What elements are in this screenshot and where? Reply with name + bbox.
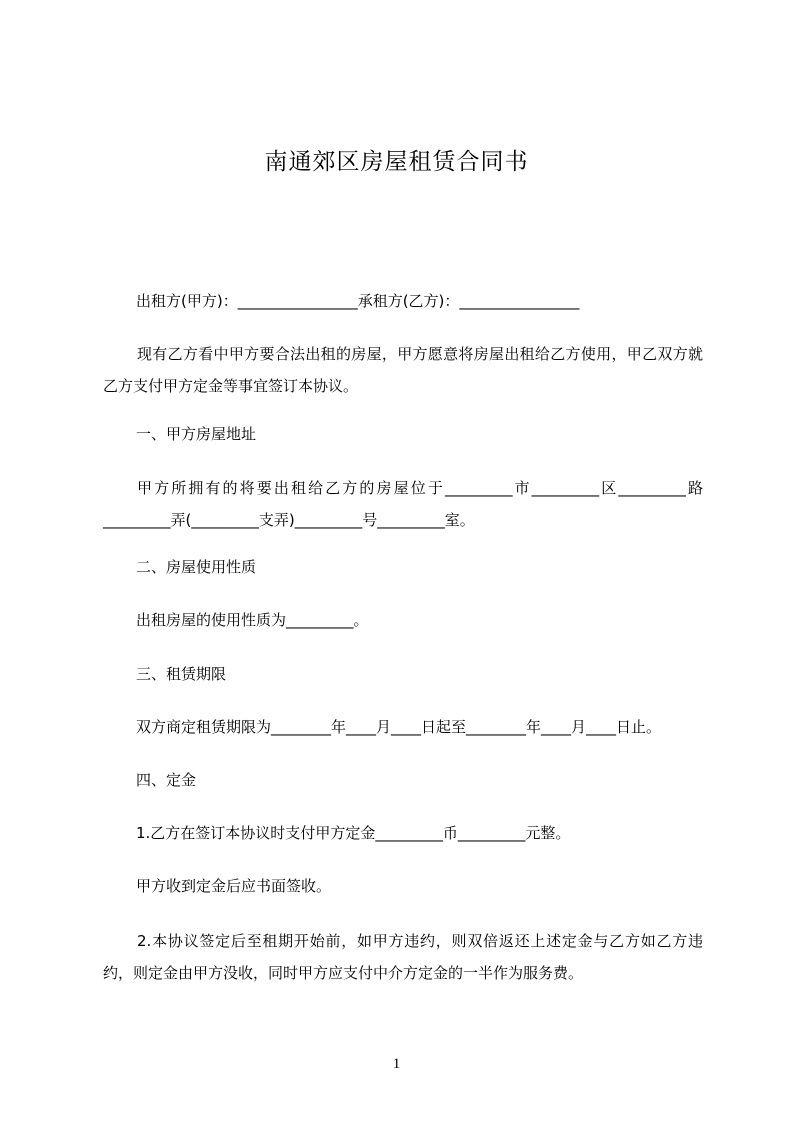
intro-paragraph: 现有乙方看中甲方要合法出租的房屋，甲方愿意将房屋出租给乙方使用，甲乙双方就乙方支付甲方定金等事宜签订本协议。 [103,345,703,395]
document-title: 南通郊区房屋租赁合同书 [264,149,529,175]
section-3-heading: 三、租赁期限 [136,665,227,683]
section-4-heading: 四、定金 [136,771,197,789]
page-number: 1 [392,1056,401,1072]
section-1-paragraph: 甲方所拥有的将要出租给乙方的房屋位于_________市_________区_________路_________弄(_________支弄)_________号_________室。 [103,479,703,529]
section-4-item-1: 1.乙方在签订本协议时支付甲方定金_________币_________元整。 [136,824,571,842]
section-3-paragraph: 双方商定租赁期限为________年____月____日起至________年____月____日止。 [136,718,662,736]
section-1-heading: 一、甲方房屋地址 [136,425,257,443]
section-2-paragraph: 出租房屋的使用性质为_________。 [136,611,369,629]
section-4-receipt: 甲方收到定金后应书面签收。 [136,877,332,895]
section-4-item-2: 2.本协议签定后至租期开始前，如甲方违约，则双倍返还上述定金与乙方如乙方违约，则定金由甲方没收，同时甲方应支付中介方定金的一半作为服务费。 [103,932,703,982]
parties-line: 出租方(甲方)：________________承租方(乙方)：________________ [136,292,580,310]
section-2-heading: 二、房屋使用性质 [136,558,257,576]
